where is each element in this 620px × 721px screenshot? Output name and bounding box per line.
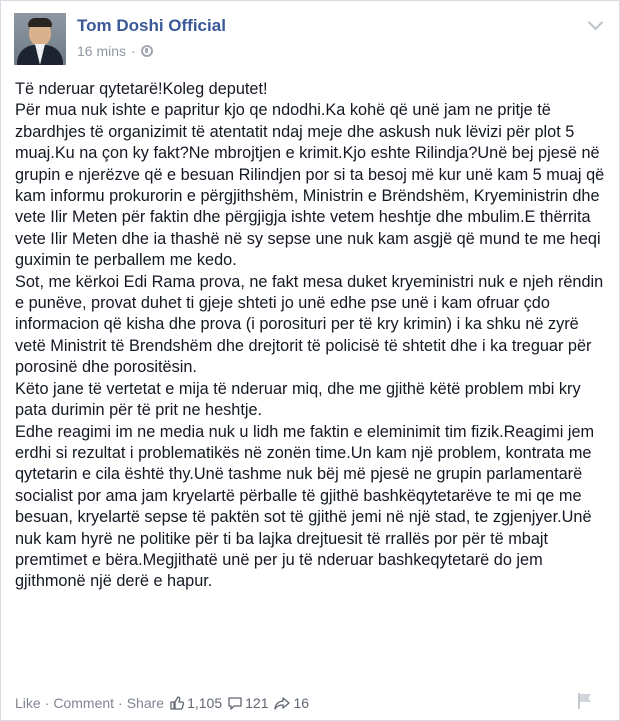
post-actions-bar xyxy=(15,695,309,711)
avatar[interactable] xyxy=(14,13,66,65)
post-paragraph: Këto jane të vertetat e mija të nderuar miq, dhe me gjithë këtë problem mbi kry pata durimin për të prit ne heshtje. xyxy=(15,379,581,420)
comment-button[interactable]: Comment xyxy=(53,695,115,711)
post-author-name[interactable]: Tom Doshi Official xyxy=(77,16,226,35)
post-body xyxy=(15,79,613,593)
likes-count: 1,105 xyxy=(187,695,223,711)
post-meta xyxy=(77,43,153,59)
likes-stat[interactable] xyxy=(170,695,222,711)
post-timestamp[interactable]: 16 mins xyxy=(77,43,127,59)
flag-icon[interactable] xyxy=(577,692,593,710)
share-button[interactable]: Share xyxy=(126,695,165,711)
thumbs-up-icon xyxy=(170,696,184,710)
globe-icon[interactable] xyxy=(141,45,153,57)
post-paragraph: Për mua nuk ishte e papritur kjo qe ndodhi.Ka kohë që unë jam ne pritje të zbardhjes të organizimit të atentatit ndaj meje dhe askush nuk lëvizi për plot 5 muaj.Ku na çon ky fakt?Ne mbrojtjen e krimit.Kjo eshte Rilindja?Unë bej pjesë në grupin e njerëzve që e besuan Rilindjen por si ta besoj më kur unë kam 5 muaj që kam informu prokurorin e përgjithshëm, Ministrin e Brëndshëm, Kryeministrin dhe vete Ilir Meten për faktin dhe përgjigja ishte vetem heshtje dhe mbulim.E thërrita vete Ilir Meten dhe ia thashë në sy sepse une nuk kam asgjë që mund te me heqi guximin te perballem me kedo. xyxy=(15,101,605,270)
post-paragraph: Edhe reagimi im ne media nuk u lidh me faktin e eleminimit tim fizik.Reagimi jem erdhi si rezultat i problematikës në zonën time.Un kam një problem, kontrata me qytetarin e cila është thy.Unë tashme nuk bëj më pjesë ne grupin parlamentarë socialist por ama jam kryelartë përballe të gjithë bashkëqytetarëve te mi qe me besuan, kryelartë sepse të paktën sot të gjithë jemi në një stad, te zgjenjyer.Unë nuk kam hyrë ne politike për ti ba lajka drejtuesit të rrallës por për të mbajt premtimet e bëra.Megjithatë unë per ju të nderuar bashkeqytetarë do jem gjithmonë një derë e hapur. xyxy=(15,422,595,591)
chevron-down-icon[interactable] xyxy=(588,15,604,31)
action-separator: · xyxy=(44,695,50,711)
like-button[interactable]: Like xyxy=(15,695,41,711)
shares-stat[interactable] xyxy=(274,695,309,711)
share-arrow-icon xyxy=(274,697,290,710)
post-paragraph: Të nderuar qytetarë!Koleg deputet! xyxy=(15,80,268,98)
comment-bubble-icon xyxy=(228,697,242,710)
comments-count: 121 xyxy=(245,695,269,711)
comments-stat[interactable] xyxy=(228,695,268,711)
shares-count: 16 xyxy=(293,695,310,711)
action-separator: · xyxy=(118,695,123,711)
meta-separator: · xyxy=(131,43,136,59)
post-paragraph: Sot, me kërkoi Edi Rama prova, ne fakt mesa duket kryeministri nuk e njeh rëndin e punëve, provat duhet ti gjeje shteti jo unë edhe pse unë i kam ofruar çdo informacion që kisha dhe prova (i porosituri per të kry krimin) i ka shku në zyrë vetë Ministrit të Brendshëm dhe drejtorit të policisë të shtetit dhe i ka treguar për porosinë dhe porositësin. xyxy=(15,272,604,377)
avatar-hair xyxy=(28,18,52,27)
